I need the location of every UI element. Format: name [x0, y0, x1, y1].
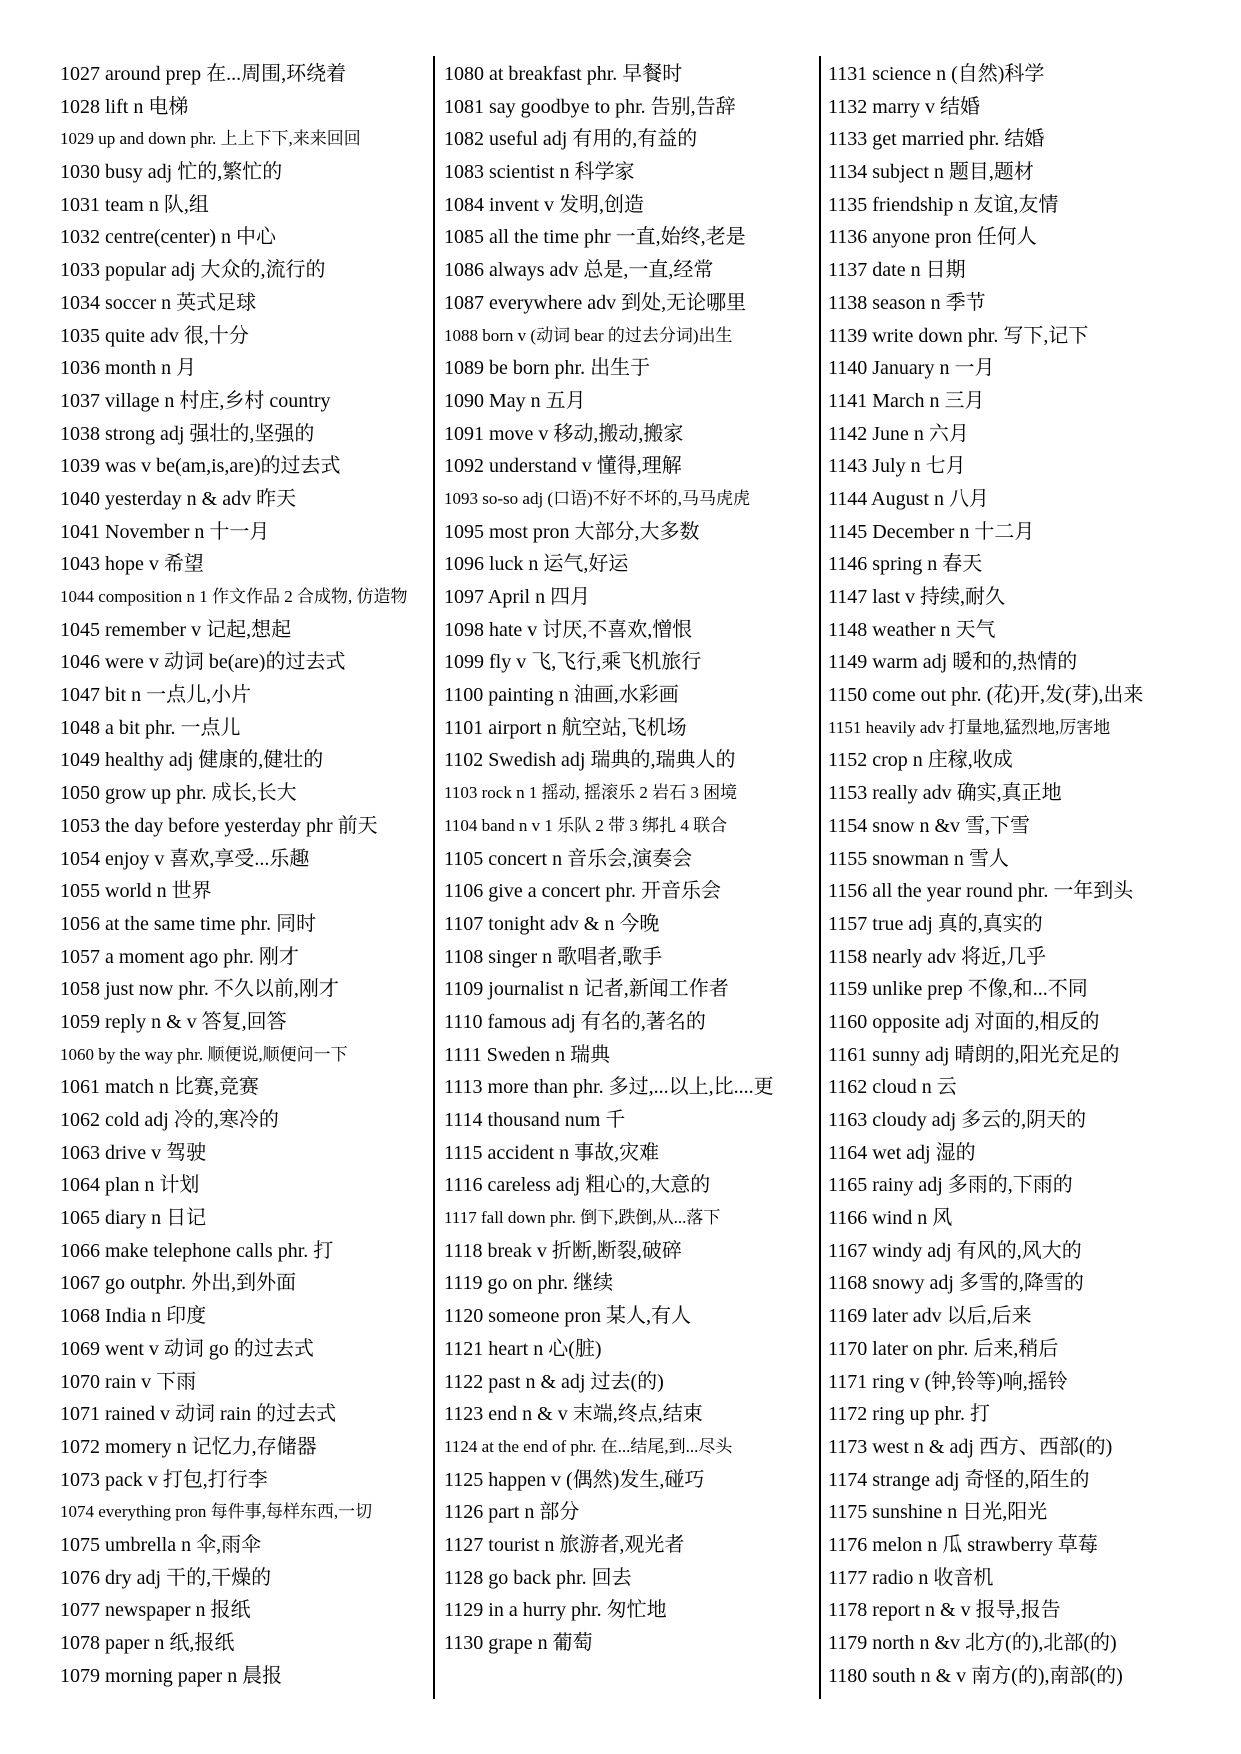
vocabulary-entry: 1104 band n v 1 乐队 2 带 3 绑扎 4 联合 [444, 815, 728, 835]
vocabulary-entry: 1056 at the same time phr. 同时 [60, 912, 317, 935]
vocabulary-entry: 1098 hate v 讨厌,不喜欢,憎恨 [444, 618, 693, 641]
vocabulary-entry: 1085 all the time phr 一直,始终,老是 [444, 226, 746, 249]
vocabulary-entry: 1108 singer n 歌唱者,歌手 [444, 945, 663, 968]
vocabulary-entry: 1032 centre(center) n 中心 [60, 226, 277, 249]
vocabulary-entry: 1177 radio n 收音机 [828, 1566, 994, 1589]
vocabulary-entry: 1039 was v be(am,is,are)的过去式 [60, 455, 341, 478]
vocabulary-entry: 1130 grape n 葡萄 [444, 1632, 593, 1655]
vocabulary-entry: 1132 marry v 结婚 [828, 95, 981, 118]
vocabulary-entry: 1080 at breakfast phr. 早餐时 [444, 63, 683, 85]
vocabulary-entry: 1063 drive v 驾驶 [60, 1141, 207, 1164]
vocabulary-entry: 1107 tonight adv & n 今晚 [444, 912, 660, 935]
vocabulary-entry: 1116 careless adj 粗心的,大意的 [444, 1174, 711, 1197]
vocabulary-entry: 1028 lift n 电梯 [60, 95, 189, 118]
vocabulary-entry: 1133 get married phr. 结婚 [828, 128, 1045, 151]
vocabulary-entry: 1153 really adv 确实,真正地 [828, 782, 1062, 805]
vocabulary-entry: 1088 born v (动词 bear 的过去分词)出生 [444, 325, 733, 345]
vocabulary-entry: 1170 later on phr. 后来,稍后 [828, 1337, 1059, 1360]
vocabulary-entry: 1074 everything pron 每件事,每样东西,一切 [60, 1502, 373, 1522]
vocabulary-column-3 [828, 58, 1198, 1692]
vocabulary-entry: 1117 fall down phr. 倒下,跌倒,从...落下 [444, 1208, 721, 1228]
vocabulary-entry: 1054 enjoy v 喜欢,享受...乐趣 [60, 847, 310, 870]
vocabulary-entry: 1045 remember v 记起,想起 [60, 618, 292, 641]
vocabulary-entry: 1083 scientist n 科学家 [444, 161, 635, 184]
vocabulary-entry: 1106 give a concert phr. 开音乐会 [444, 880, 721, 903]
vocabulary-entry: 1082 useful adj 有用的,有益的 [444, 128, 698, 151]
vocabulary-entry: 1047 bit n 一点儿,小片 [60, 684, 252, 707]
vocabulary-entry: 1053 the day before yesterday phr 前天 [60, 814, 378, 837]
vocabulary-entry: 1165 rainy adj 多雨的,下雨的 [828, 1174, 1073, 1197]
vocabulary-entry: 1040 yesterday n & adv 昨天 [60, 487, 297, 510]
vocabulary-entry: 1066 make telephone calls phr. 打 [60, 1239, 334, 1262]
vocabulary-entry: 1060 by the way phr. 顺便说,顺便问一下 [60, 1044, 348, 1064]
vocabulary-entry: 1096 luck n 运气,好运 [444, 553, 629, 576]
vocabulary-entry: 1095 most pron 大部分,大多数 [444, 520, 700, 543]
vocabulary-entry: 1127 tourist n 旅游者,观光者 [444, 1533, 685, 1556]
vocabulary-entry: 1169 later adv 以后,后来 [828, 1305, 1032, 1328]
vocabulary-entry: 1136 anyone pron 任何人 [828, 226, 1037, 249]
vocabulary-entry: 1043 hope v 希望 [60, 553, 204, 576]
vocabulary-entry: 1109 journalist n 记者,新闻工作者 [444, 978, 729, 1001]
vocabulary-entry: 1046 were v 动词 be(are)的过去式 [60, 651, 346, 674]
vocabulary-entry: 1118 break v 折断,断裂,破碎 [444, 1239, 682, 1262]
vocabulary-entry: 1161 sunny adj 晴朗的,阳光充足的 [828, 1043, 1120, 1066]
vocabulary-entry: 1126 part n 部分 [444, 1501, 580, 1524]
vocabulary-entry: 1110 famous adj 有名的,著名的 [444, 1010, 706, 1033]
vocabulary-entry: 1071 rained v 动词 rain 的过去式 [60, 1403, 337, 1426]
vocabulary-entry: 1100 painting n 油画,水彩画 [444, 684, 679, 707]
vocabulary-entry: 1142 June n 六月 [828, 422, 969, 445]
vocabulary-entry: 1035 quite adv 很,十分 [60, 324, 249, 347]
vocabulary-entry: 1129 in a hurry phr. 匆忙地 [444, 1599, 667, 1622]
vocabulary-entry: 1077 newspaper n 报纸 [60, 1599, 251, 1622]
vocabulary-entry: 1149 warm adj 暖和的,热情的 [828, 651, 1078, 674]
vocabulary-entry: 1076 dry adj 干的,干燥的 [60, 1566, 272, 1589]
vocabulary-entry: 1156 all the year round phr. 一年到头 [828, 880, 1134, 903]
vocabulary-entry: 1079 morning paper n 晨报 [60, 1664, 283, 1687]
vocabulary-entry: 1078 paper n 纸,报纸 [60, 1632, 235, 1654]
vocabulary-entry: 1114 thousand num 千 [444, 1109, 626, 1132]
vocabulary-entry: 1180 south n & v 南方(的),南部(的) [828, 1664, 1123, 1687]
vocabulary-entry: 1128 go back phr. 回去 [444, 1566, 632, 1589]
vocabulary-entry: 1145 December n 十二月 [828, 520, 1035, 543]
vocabulary-entry: 1091 move v 移动,搬动,搬家 [444, 422, 684, 445]
vocabulary-entry: 1033 popular adj 大众的,流行的 [60, 259, 326, 282]
vocabulary-entry: 1068 India n 印度 [60, 1305, 207, 1328]
vocabulary-entry: 1173 west n & adj 西方、西部(的) [828, 1435, 1113, 1458]
vocabulary-entry: 1055 world n 世界 [60, 880, 212, 903]
vocabulary-entry: 1148 weather n 天气 [828, 618, 996, 641]
vocabulary-entry: 1123 end n & v 末端,终点,结束 [444, 1403, 703, 1426]
vocabulary-entry: 1124 at the end of phr. 在...结尾,到...尽头 [444, 1436, 733, 1456]
vocabulary-entry: 1168 snowy adj 多雪的,降雪的 [828, 1272, 1084, 1295]
vocabulary-entry: 1111 Sweden n 瑞典 [444, 1043, 611, 1066]
vocabulary-entry: 1069 went v 动词 go 的过去式 [60, 1337, 314, 1360]
vocabulary-entry: 1064 plan n 计划 [60, 1174, 200, 1197]
vocabulary-entry: 1119 go on phr. 继续 [444, 1272, 614, 1295]
vocabulary-entry: 1081 say goodbye to phr. 告别,告辞 [444, 95, 736, 118]
vocabulary-entry: 1171 ring v (钟,铃等)响,摇铃 [828, 1370, 1068, 1393]
vocabulary-entry: 1073 pack v 打包,打行李 [60, 1468, 268, 1491]
vocabulary-entry: 1137 date n 日期 [828, 259, 966, 282]
vocabulary-entry: 1172 ring up phr. 打 [828, 1403, 991, 1426]
vocabulary-entry: 1049 healthy adj 健康的,健壮的 [60, 749, 324, 772]
vocabulary-entry: 1084 invent v 发明,创造 [444, 193, 644, 216]
vocabulary-column-1 [60, 58, 430, 1692]
vocabulary-entry: 1031 team n 队,组 [60, 193, 209, 216]
vocabulary-entry: 1059 reply n & v 答复,回答 [60, 1010, 287, 1033]
vocabulary-entry: 1167 windy adj 有风的,风大的 [828, 1239, 1082, 1262]
vocabulary-entry: 1164 wet adj 湿的 [828, 1141, 976, 1164]
vocabulary-entry: 1146 spring n 春天 [828, 553, 983, 576]
vocabulary-entry: 1160 opposite adj 对面的,相反的 [828, 1010, 1100, 1033]
vocabulary-entry: 1157 true adj 真的,真实的 [828, 912, 1043, 935]
vocabulary-entry: 1166 wind n 风 [828, 1207, 953, 1230]
vocabulary-entry: 1070 rain v 下雨 [60, 1370, 197, 1393]
column-divider [819, 56, 821, 1699]
vocabulary-entry: 1048 a bit phr. 一点儿 [60, 716, 241, 739]
vocabulary-entry: 1159 unlike prep 不像,和...不同 [828, 978, 1088, 1001]
vocabulary-entry: 1154 snow n &v 雪,下雪 [828, 814, 1031, 837]
vocabulary-entry: 1037 village n 村庄,乡村 country [60, 389, 331, 412]
vocabulary-entry: 1138 season n 季节 [828, 291, 986, 314]
vocabulary-entry: 1155 snowman n 雪人 [828, 847, 1009, 870]
vocabulary-entry: 1120 someone pron 某人,有人 [444, 1305, 692, 1328]
vocabulary-entry: 1175 sunshine n 日光,阳光 [828, 1501, 1048, 1524]
vocabulary-entry: 1113 more than phr. 多过,...以上,比....更 [444, 1076, 774, 1099]
vocabulary-entry: 1038 strong adj 强壮的,坚强的 [60, 422, 315, 445]
vocabulary-entry: 1158 nearly adv 将近,几乎 [828, 945, 1047, 968]
vocabulary-entry: 1092 understand v 懂得,理解 [444, 455, 682, 478]
vocabulary-entry: 1093 so-so adj (口语)不好不坏的,马马虎虎 [444, 488, 750, 508]
vocabulary-entry: 1036 month n 月 [60, 357, 197, 380]
vocabulary-entry: 1152 crop n 庄稼,收成 [828, 749, 1013, 772]
vocabulary-entry: 1140 January n 一月 [828, 357, 995, 380]
vocabulary-entry: 1176 melon n 瓜 strawberry 草莓 [828, 1533, 1098, 1556]
vocabulary-entry: 1090 May n 五月 [444, 389, 586, 412]
vocabulary-entry: 1058 just now phr. 不久以前,刚才 [60, 978, 339, 1001]
vocabulary-entry: 1057 a moment ago phr. 刚才 [60, 945, 299, 968]
column-divider [433, 56, 435, 1699]
vocabulary-entry: 1097 April n 四月 [444, 586, 591, 608]
vocabulary-entry: 1050 grow up phr. 成长,长大 [60, 782, 297, 805]
vocabulary-entry: 1105 concert n 音乐会,演奏会 [444, 847, 693, 870]
vocabulary-entry: 1139 write down phr. 写下,记下 [828, 324, 1089, 347]
vocabulary-entry: 1061 match n 比赛,竞赛 [60, 1076, 259, 1099]
vocabulary-entry: 1147 last v 持续,耐久 [828, 586, 1006, 608]
vocabulary-entry: 1101 airport n 航空站,飞机场 [444, 716, 687, 739]
vocabulary-entry: 1087 everywhere adv 到处,无论哪里 [444, 291, 747, 314]
vocabulary-entry: 1034 soccer n 英式足球 [60, 291, 257, 314]
vocabulary-entry: 1174 strange adj 奇怪的,陌生的 [828, 1468, 1090, 1491]
vocabulary-entry: 1151 heavily adv 打量地,猛烈地,厉害地 [828, 717, 1111, 737]
vocabulary-entry: 1062 cold adj 冷的,寒冷的 [60, 1109, 279, 1131]
vocabulary-entry: 1162 cloud n 云 [828, 1076, 957, 1099]
vocabulary-entry: 1163 cloudy adj 多云的,阴天的 [828, 1109, 1087, 1131]
vocabulary-entry: 1135 friendship n 友谊,友情 [828, 193, 1059, 216]
vocabulary-entry: 1075 umbrella n 伞,雨伞 [60, 1533, 262, 1556]
vocabulary-entry: 1030 busy adj 忙的,繁忙的 [60, 161, 283, 184]
vocabulary-entry: 1067 go outphr. 外出,到外面 [60, 1272, 297, 1295]
vocabulary-entry: 1089 be born phr. 出生于 [444, 357, 651, 380]
vocabulary-entry: 1044 composition n 1 作文作品 2 合成物, 仿造物 [60, 587, 408, 606]
vocabulary-entry: 1102 Swedish adj 瑞典的,瑞典人的 [444, 749, 736, 772]
vocabulary-entry: 1125 happen v (偶然)发生,碰巧 [444, 1468, 705, 1491]
vocabulary-entry: 1122 past n & adj 过去(的) [444, 1370, 664, 1393]
vocabulary-entry: 1178 report n & v 报导,报告 [828, 1599, 1061, 1622]
vocabulary-entry: 1103 rock n 1 摇动, 摇滚乐 2 岩石 3 困境 [444, 783, 738, 803]
vocabulary-entry: 1144 August n 八月 [828, 487, 989, 510]
vocabulary-entry: 1099 fly v 飞,飞行,乘飞机旅行 [444, 651, 702, 674]
vocabulary-entry: 1143 July n 七月 [828, 455, 966, 478]
vocabulary-entry: 1029 up and down phr. 上上下下,来来回回 [60, 129, 361, 149]
vocabulary-entry: 1072 momery n 记忆力,存储器 [60, 1435, 317, 1458]
vocabulary-column-2 [444, 58, 814, 1660]
vocabulary-entry: 1150 come out phr. (花)开,发(芽),出来 [828, 684, 1144, 707]
vocabulary-entry: 1134 subject n 题目,题材 [828, 161, 1034, 184]
vocabulary-entry: 1141 March n 三月 [828, 389, 985, 412]
vocabulary-entry: 1065 diary n 日记 [60, 1207, 207, 1230]
vocabulary-entry: 1121 heart n 心(脏) [444, 1337, 602, 1360]
vocabulary-entry: 1041 November n 十一月 [60, 520, 270, 543]
vocabulary-entry: 1131 science n (自然)科学 [828, 63, 1045, 85]
vocabulary-entry: 1179 north n &v 北方(的),北部(的) [828, 1632, 1117, 1654]
vocabulary-entry: 1027 around prep 在...周围,环绕着 [60, 63, 347, 85]
vocabulary-entry: 1115 accident n 事故,灾难 [444, 1141, 660, 1164]
vocabulary-entry: 1086 always adv 总是,一直,经常 [444, 259, 714, 282]
